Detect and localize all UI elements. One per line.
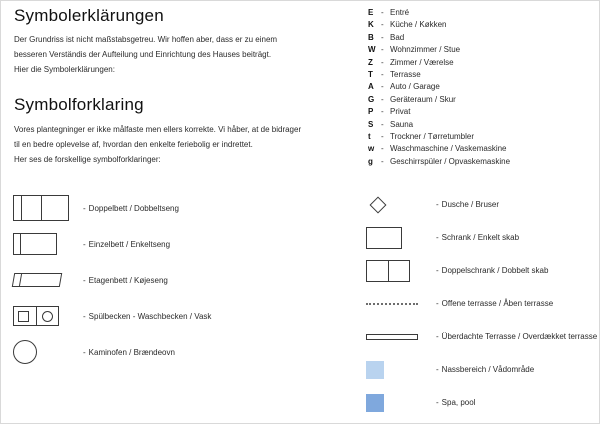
abbreviation-key: P: [368, 107, 374, 117]
abbreviation-label: Zimmer / Værelse: [390, 57, 454, 67]
abbreviation-label: Waschmaschine / Vaskemaskine: [390, 144, 507, 154]
open-terrace-icon: [360, 303, 426, 305]
fireplace-icon: [10, 340, 73, 364]
legend-label-covered-terrace: Überdachte Terrasse / Overdækket terrasse: [441, 332, 598, 341]
legend-dash: -: [436, 332, 439, 341]
abbreviation-dash: -: [381, 45, 384, 55]
legend-label-cabinet: Schrank / Enkelt skab: [441, 233, 520, 242]
abbreviation-label: Sauna: [390, 119, 414, 129]
shower-icon: [360, 199, 426, 211]
abbreviation-label: Auto / Garage: [390, 82, 440, 92]
legend-item-double-cabinet: [360, 254, 595, 287]
legend-dash: -: [436, 200, 439, 209]
legend-label-sink: Spülbecken - Waschbecken / Vask: [88, 311, 212, 321]
abbreviation-key: T: [368, 69, 373, 79]
legend-item-fireplace: [10, 334, 350, 370]
abbreviation-key: t: [368, 131, 371, 141]
legend-item-spa-pool: [360, 386, 595, 419]
legend-dash: -: [83, 347, 86, 357]
abbreviation-dash: -: [381, 94, 384, 104]
intro-paragraph-de-line-2: besseren Verständis der Aufteilung und Einrichtung des Hauses beiträgt.: [14, 50, 272, 60]
sink-icon: [10, 306, 73, 326]
abbreviation-dash: -: [381, 119, 384, 129]
legend-item-text: [83, 204, 179, 213]
abbreviation-row: [368, 95, 593, 107]
abbreviation-key: S: [368, 119, 374, 129]
legend-item-text: [83, 348, 175, 357]
intro-paragraph-dk-line-2: til en bedre oplevelse af, hvordan den enkelte feriebolig er indrettet.: [14, 139, 253, 149]
abbreviation-key: B: [368, 32, 374, 42]
abbreviation-row: [368, 82, 593, 94]
abbreviation-dash: -: [381, 107, 384, 117]
abbreviation-row: [368, 107, 593, 119]
abbreviation-row: [368, 120, 593, 132]
legend-item-double-bed: [10, 190, 350, 226]
legend-item-text: [83, 276, 168, 285]
abbreviation-dash: -: [381, 144, 384, 154]
abbreviation-label: Küche / Køkken: [390, 20, 447, 30]
legend-item-wet-area: [360, 353, 595, 386]
abbreviation-row: [368, 45, 593, 57]
abbreviation-row: [368, 20, 593, 32]
abbreviation-row: [368, 33, 593, 45]
abbreviation-dash: -: [381, 69, 384, 79]
page-title-dk: Symbolforklaring: [14, 94, 144, 114]
legend-item-text: [436, 365, 534, 374]
intro-paragraph-dk-line-3: Her ses de forskellige symbolforklaringer:: [14, 154, 161, 164]
abbreviation-label: Geräteraum / Skur: [390, 94, 456, 104]
legend-item-text: [436, 398, 475, 407]
legend-list-left: [10, 190, 350, 370]
legend-item-text: [436, 266, 548, 275]
legend-dash: -: [83, 203, 86, 213]
legend-label-double-bed: Doppelbett / Dobbeltseng: [88, 203, 179, 213]
abbreviation-row: [368, 58, 593, 70]
legend-item-bunk-bed: [10, 262, 350, 298]
abbreviation-dash: -: [381, 57, 384, 67]
spa-pool-swatch: [360, 394, 426, 412]
legend-item-text: [436, 299, 553, 308]
double-cabinet-icon: [360, 260, 426, 282]
abbreviation-row: [368, 70, 593, 82]
abbreviation-key: A: [368, 82, 374, 92]
abbreviation-label: Privat: [390, 107, 411, 117]
legend-label-shower: Dusche / Bruser: [441, 200, 500, 209]
abbreviation-key: g: [368, 156, 373, 166]
legend-label-single-bed: Einzelbett / Enkeltseng: [88, 239, 171, 249]
legend-item-open-terrace: [360, 287, 595, 320]
abbreviation-label: Entré: [390, 8, 410, 17]
intro-paragraph-dk-line-1: Vores plantegninger er ikke målfaste men ellers korrekte. Vi håber, at de bidrager: [14, 124, 302, 134]
legend-label-double-cabinet: Doppelschrank / Dobbelt skab: [441, 266, 549, 275]
abbreviation-label: Wohnzimmer / Stue: [390, 45, 461, 55]
legend-label-open-terrace: Offene terrasse / Åben terrasse: [441, 299, 554, 308]
page-title-de: Symbolerklärungen: [14, 6, 164, 25]
abbreviation-key: E: [368, 8, 374, 17]
cabinet-icon: [360, 227, 426, 249]
abbreviation-dash: -: [381, 82, 384, 92]
abbreviation-list: [368, 8, 593, 169]
left-text-column: [14, 6, 344, 168]
intro-paragraph-de-line-3: Hier die Symbolerklärungen:: [14, 65, 115, 75]
legend-dash: -: [436, 398, 439, 407]
legend-item-text: [436, 332, 597, 341]
abbreviation-key: K: [368, 20, 374, 30]
legend-item-text: [436, 200, 499, 209]
wet-area-swatch: [360, 361, 426, 379]
legend-dash: -: [83, 239, 86, 249]
legend-label-fireplace: Kaminofen / Brændeovn: [88, 347, 175, 357]
legend-item-cabinet: [360, 221, 595, 254]
legend-list-right: [360, 188, 598, 419]
legend-dash: -: [436, 266, 439, 275]
double-bed-icon: [10, 195, 73, 221]
abbreviation-key: W: [368, 45, 376, 55]
bunk-bed-icon: [10, 273, 73, 287]
single-bed-icon: [10, 233, 73, 255]
abbreviation-key: G: [368, 94, 375, 104]
abbreviation-label: Geschirrspüler / Opvaskemaskine: [390, 156, 511, 166]
abbreviation-label: Trockner / Tørretumbler: [390, 131, 475, 141]
legend-item-covered-terrace: [360, 320, 598, 353]
legend-item-shower: [360, 188, 595, 221]
abbreviation-row: [368, 8, 593, 20]
legend-label-spa-pool: Spa, pool: [441, 398, 476, 407]
abbreviation-key: Z: [368, 57, 373, 67]
legend-item-text: [436, 233, 519, 242]
legend-dash: -: [436, 233, 439, 242]
legend-item-single-bed: [10, 226, 350, 262]
abbreviation-key: w: [368, 144, 375, 154]
abbreviation-label: Bad: [390, 32, 405, 42]
abbreviation-dash: -: [381, 156, 384, 166]
legend-item-text: [83, 312, 211, 321]
abbreviation-row: [368, 132, 593, 144]
abbreviation-row: [368, 144, 593, 156]
legend-dash: -: [436, 299, 439, 308]
abbreviation-row: [368, 157, 593, 169]
legend-label-wet-area: Nassbereich / Vådområde: [441, 365, 535, 374]
abbreviation-label: Terrasse: [390, 69, 421, 79]
intro-paragraph-de-line-1: Der Grundriss ist nicht maßstabsgetreu. Wir hoffen aber, dass er zu einem: [14, 35, 278, 44]
legend-dash: -: [83, 311, 86, 321]
abbreviation-dash: -: [381, 131, 384, 141]
legend-item-sink: [10, 298, 350, 334]
abbreviation-dash: -: [381, 8, 384, 17]
legend-dash: -: [83, 275, 86, 285]
legend-item-text: [83, 240, 170, 249]
legend-dash: -: [436, 365, 439, 374]
covered-terrace-icon: [360, 334, 426, 340]
legend-label-bunk-bed: Etagenbett / Køjeseng: [88, 275, 168, 285]
abbreviation-dash: -: [381, 32, 384, 42]
abbreviation-dash: -: [381, 20, 384, 30]
